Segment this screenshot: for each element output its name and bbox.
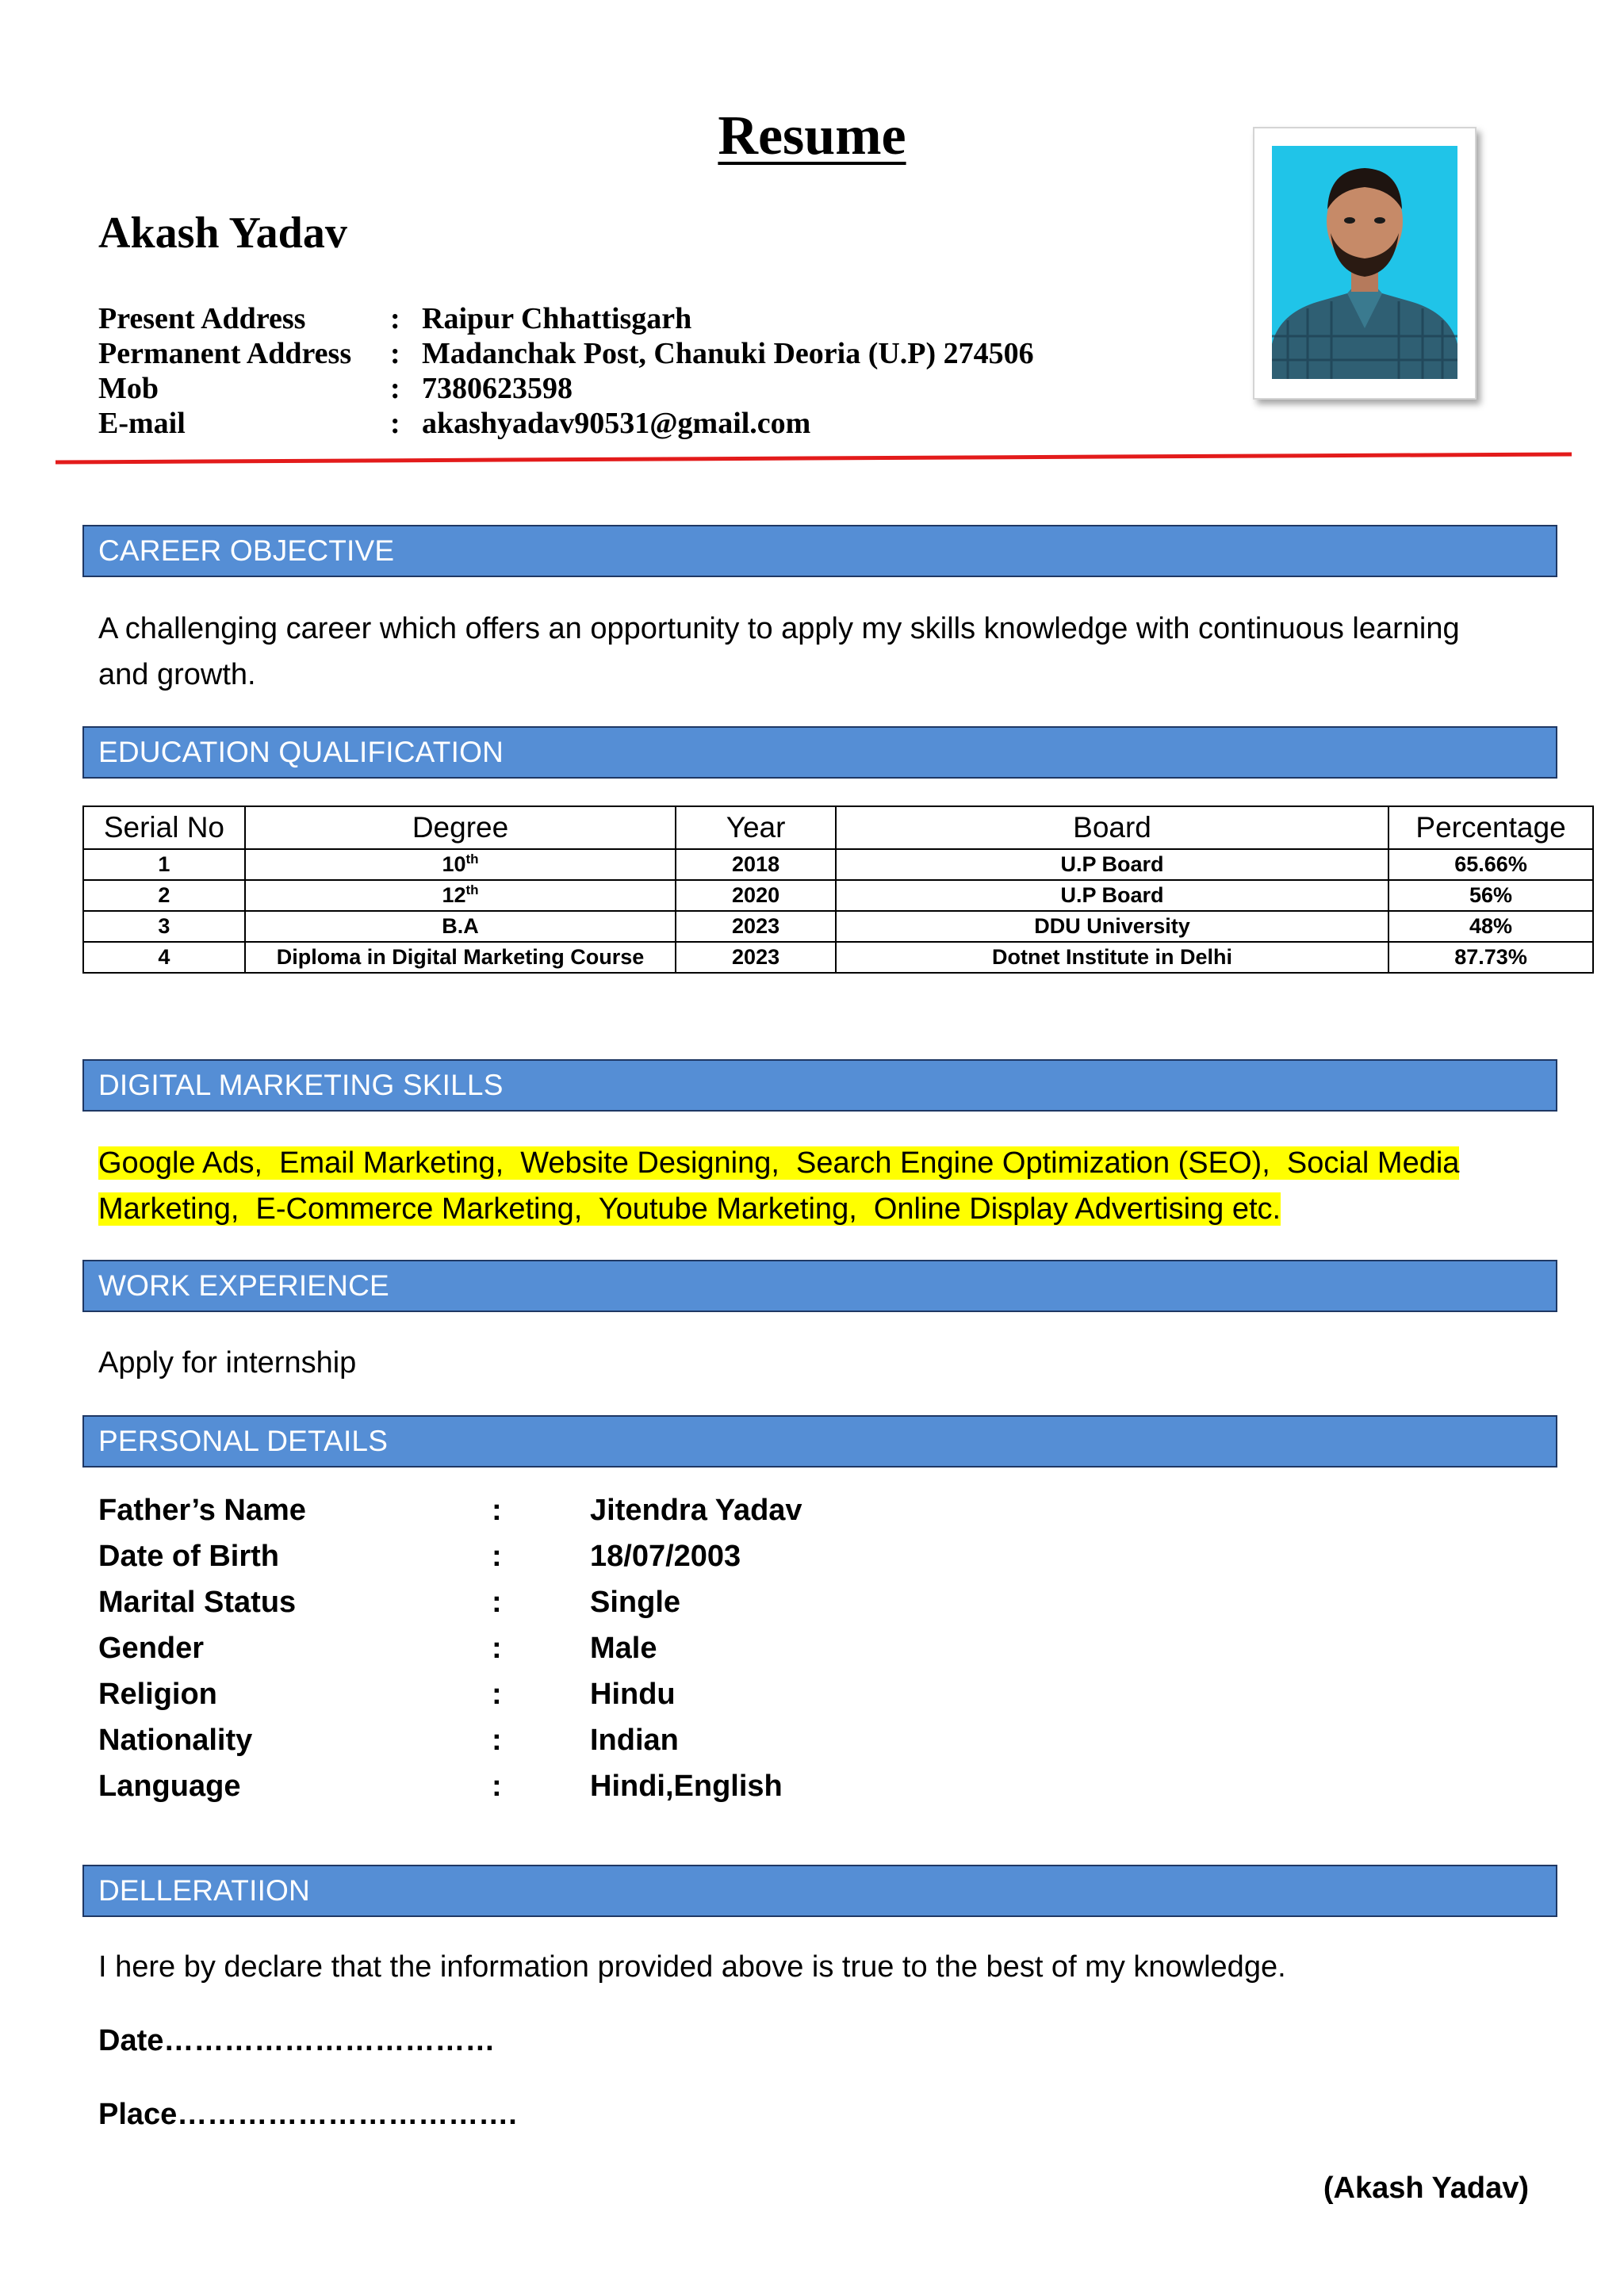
table-row — [83, 942, 1593, 973]
declaration-date: Date…………………………… — [98, 2024, 496, 2057]
cell-degree — [245, 880, 676, 911]
personal-separator: : — [492, 1586, 502, 1619]
personal-separator: : — [492, 1632, 502, 1665]
personal-separator: : — [492, 1678, 502, 1711]
cell-board: U.P Board — [836, 849, 1388, 880]
contact-value: 7380623598 — [422, 372, 573, 405]
cell-serial: 3 — [83, 911, 245, 942]
cell-percentage: 65.66% — [1388, 849, 1593, 880]
table-header-row — [83, 806, 1593, 849]
skills-line-2: Marketing, E-Commerce Marketing, Youtube Marketing, Online Display Advertising etc. — [98, 1192, 1281, 1226]
personal-separator: : — [492, 1724, 502, 1757]
section-heading-skills: DIGITAL MARKETING SKILLS — [82, 1059, 1557, 1112]
personal-separator: : — [492, 1770, 502, 1803]
section-heading-work-experience: WORK EXPERIENCE — [82, 1260, 1557, 1312]
table-row — [83, 849, 1593, 880]
cell-degree — [245, 942, 676, 973]
degree-text: Diploma in Digital Marketing Course — [276, 945, 645, 969]
section-heading-declaration: DELLERATIION — [82, 1865, 1557, 1917]
cell-serial: 2 — [83, 880, 245, 911]
personal-separator: : — [492, 1540, 502, 1573]
contact-label: Mob — [98, 372, 159, 405]
personal-value: Single — [590, 1586, 681, 1619]
contact-label: Present Address — [98, 302, 306, 335]
cell-degree — [245, 849, 676, 880]
declaration-text: I here by declare that the information provided above is true to the best of my knowledge. — [98, 1950, 1286, 1984]
resume-title: Resume — [718, 105, 906, 166]
section-heading-education: EDUCATION QUALIFICATION — [82, 726, 1557, 779]
cell-percentage: 56% — [1388, 880, 1593, 911]
career-objective-text: A challenging career which offers an opportunity to apply my skills knowledge with continuous learning and growth. — [98, 612, 1460, 691]
table-row — [83, 911, 1593, 942]
skills-text — [98, 1140, 1510, 1232]
header-divider — [56, 452, 1572, 465]
cell-year: 2018 — [676, 849, 836, 880]
cell-board: DDU University — [836, 911, 1388, 942]
degree-superscript: th — [465, 882, 479, 897]
degree-text: 12 — [442, 883, 466, 907]
column-header-percentage: Percentage — [1388, 806, 1593, 849]
personal-value: Jitendra Yadav — [590, 1494, 802, 1527]
signature-name: (Akash Yadav) — [1323, 2172, 1529, 2205]
portrait-image — [1272, 146, 1457, 379]
section-heading-personal-details: PERSONAL DETAILS — [82, 1415, 1557, 1468]
column-header-serial-no: Serial No — [83, 806, 245, 849]
cell-board: U.P Board — [836, 880, 1388, 911]
contact-value: akashyadav90531@gmail.com — [422, 407, 811, 440]
personal-value: Hindu — [590, 1678, 676, 1711]
personal-value: 18/07/2003 — [590, 1540, 741, 1573]
personal-value: Hindi,English — [590, 1770, 783, 1803]
personal-label: Date of Birth — [98, 1540, 279, 1573]
section-heading-career-objective: CAREER OBJECTIVE — [82, 525, 1557, 577]
cell-serial: 4 — [83, 942, 245, 973]
personal-label: Religion — [98, 1678, 217, 1711]
personal-label: Gender — [98, 1632, 205, 1665]
contact-label: Permanent Address — [98, 337, 352, 370]
column-header-year: Year — [676, 806, 836, 849]
degree-superscript: th — [465, 851, 479, 867]
personal-label: Language — [98, 1770, 241, 1803]
cell-year: 2023 — [676, 942, 836, 973]
contact-separator: : — [390, 302, 400, 335]
profile-photo — [1253, 127, 1477, 400]
work-experience-text: Apply for internship — [98, 1346, 357, 1380]
cell-year: 2023 — [676, 911, 836, 942]
column-header-board: Board — [836, 806, 1388, 849]
contact-separator: : — [390, 337, 400, 370]
contact-value: Madanchak Post, Chanuki Deoria (U.P) 274506 — [422, 337, 1034, 370]
contact-label: E-mail — [98, 407, 186, 440]
personal-label: Marital Status — [98, 1586, 297, 1619]
candidate-name: Akash Yadav — [98, 209, 347, 258]
degree-text: B.A — [442, 914, 479, 938]
contact-separator: : — [390, 407, 400, 440]
table-row — [83, 880, 1593, 911]
cell-percentage: 87.73% — [1388, 942, 1593, 973]
contact-separator: : — [390, 372, 400, 405]
column-header-degree: Degree — [245, 806, 676, 849]
cell-percentage: 48% — [1388, 911, 1593, 942]
personal-value: Indian — [590, 1724, 679, 1757]
contact-value: Raipur Chhattisgarh — [422, 302, 692, 335]
personal-separator: : — [492, 1494, 502, 1527]
personal-value: Male — [590, 1632, 657, 1665]
declaration-place: Place……………………………. — [98, 2098, 517, 2131]
skills-line-1: Google Ads, Email Marketing, Website Designing, Search Engine Optimization (SEO), Social Media — [98, 1146, 1460, 1180]
cell-board: Dotnet Institute in Delhi — [836, 942, 1388, 973]
cell-year: 2020 — [676, 880, 836, 911]
personal-label: Nationality — [98, 1724, 253, 1757]
personal-label: Father’s Name — [98, 1494, 306, 1527]
cell-serial: 1 — [83, 849, 245, 880]
cell-degree — [245, 911, 676, 942]
degree-text: 10 — [442, 852, 466, 876]
education-table — [82, 806, 1594, 974]
